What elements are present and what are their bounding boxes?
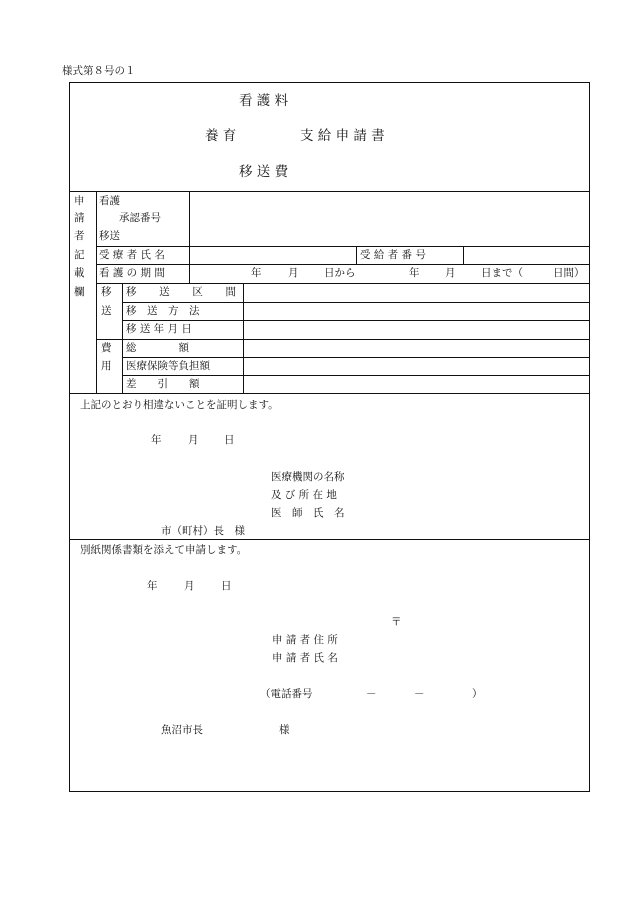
approval-number-field[interactable]	[190, 192, 589, 245]
cost-group-char-1: 費	[101, 342, 112, 354]
applicant-name-label: 申 請 者 氏 名	[272, 652, 338, 664]
rule-applicant-section-bottom	[69, 393, 590, 394]
patient-name-field[interactable]	[190, 247, 355, 263]
title-upbringing: 養 育	[205, 128, 237, 144]
transfer-group-char-1: 移	[101, 286, 112, 298]
rule-group-column	[122, 283, 123, 393]
side-char-1: 申	[74, 195, 85, 207]
period-from: 日から	[324, 267, 356, 279]
total-amount-field[interactable]	[244, 340, 589, 356]
nursing-label: 看護	[99, 195, 120, 207]
rule-certification-bottom	[69, 539, 590, 540]
form-number: 様式第８号の１	[62, 65, 136, 77]
nursing-period-label: 看 護 の 期 間	[99, 267, 165, 279]
doctor-name-label: 医 師 氏 名	[271, 507, 345, 519]
form-frame	[69, 82, 590, 792]
recipient-number-label: 受 給 者 番 号	[360, 249, 426, 261]
postal-mark: 〒	[391, 616, 402, 628]
transfer-label: 移送	[99, 230, 120, 242]
phone-dash-2: －	[414, 688, 425, 700]
institution-signature-field[interactable]	[370, 470, 580, 525]
net-amount-label: 差 引 額	[126, 378, 200, 390]
cert-addressee: 市（町村）長 様	[161, 525, 245, 537]
side-char-3: 者	[74, 230, 85, 242]
app-date-month: 月	[184, 580, 195, 592]
transfer-group-char-2: 送	[101, 305, 112, 317]
applicant-address-label: 申 請 者 住 所	[272, 634, 338, 646]
institution-address-label: 及 び 所 在 地	[271, 489, 337, 501]
rule-side-column	[96, 191, 97, 393]
net-amount-field[interactable]	[244, 376, 589, 392]
app-date-year: 年	[147, 580, 158, 592]
period-year-2: 年	[409, 267, 420, 279]
side-char-6: 欄	[74, 286, 85, 298]
app-honorific: 様	[279, 724, 290, 736]
cost-group-char-2: 用	[101, 360, 112, 372]
transfer-date-field[interactable]	[244, 321, 589, 338]
period-month-1: 月	[288, 267, 299, 279]
rule-patient-bottom	[96, 264, 590, 265]
side-char-5: 載	[74, 267, 85, 279]
recipient-number-field[interactable]	[464, 247, 589, 263]
insurance-burden-field[interactable]	[244, 358, 589, 374]
transfer-section-field[interactable]	[244, 284, 589, 301]
transfer-date-label: 移 送 年 月 日	[126, 323, 192, 335]
title-nursing-fee: 看 護 料	[239, 93, 289, 109]
transfer-method-field[interactable]	[244, 303, 589, 319]
insurance-burden-label: 医療保険等負担額	[126, 360, 210, 372]
side-char-4: 記	[74, 249, 85, 261]
app-addressee: 魚沼市長	[161, 724, 203, 736]
transfer-section-label: 移 送 区 間	[126, 286, 236, 298]
phone-dash-1: －	[366, 688, 377, 700]
total-amount-label: 総 額	[126, 342, 189, 354]
period-until: 日まで（	[481, 267, 523, 279]
title-application: 支 給 申 請 書	[300, 128, 385, 144]
rule-recipient-left	[356, 246, 357, 264]
period-days: 日間）	[553, 267, 585, 279]
institution-name-label: 医療機関の名称	[271, 471, 345, 483]
certification-statement: 上記のとおり相違ないことを証明します。	[80, 399, 279, 411]
cert-date-year: 年	[151, 434, 162, 446]
app-date-day: 日	[221, 580, 232, 592]
side-char-2: 請	[74, 212, 85, 224]
period-month-2: 月	[445, 267, 456, 279]
application-statement: 別紙関係書類を添えて申請します。	[80, 544, 248, 556]
cert-date-month: 月	[188, 434, 199, 446]
phone-close: ）	[472, 688, 483, 700]
phone-open: （電話番号	[260, 688, 313, 700]
patient-name-label: 受 療 者 氏 名	[99, 249, 165, 261]
period-year-1: 年	[251, 267, 262, 279]
applicant-info-field[interactable]	[380, 615, 580, 667]
cert-date-day: 日	[224, 434, 235, 446]
title-transfer-fee: 移 送 費	[239, 164, 289, 180]
approval-number-label: 承認番号	[119, 212, 161, 224]
transfer-method-label: 移 送 方 法	[126, 305, 200, 317]
